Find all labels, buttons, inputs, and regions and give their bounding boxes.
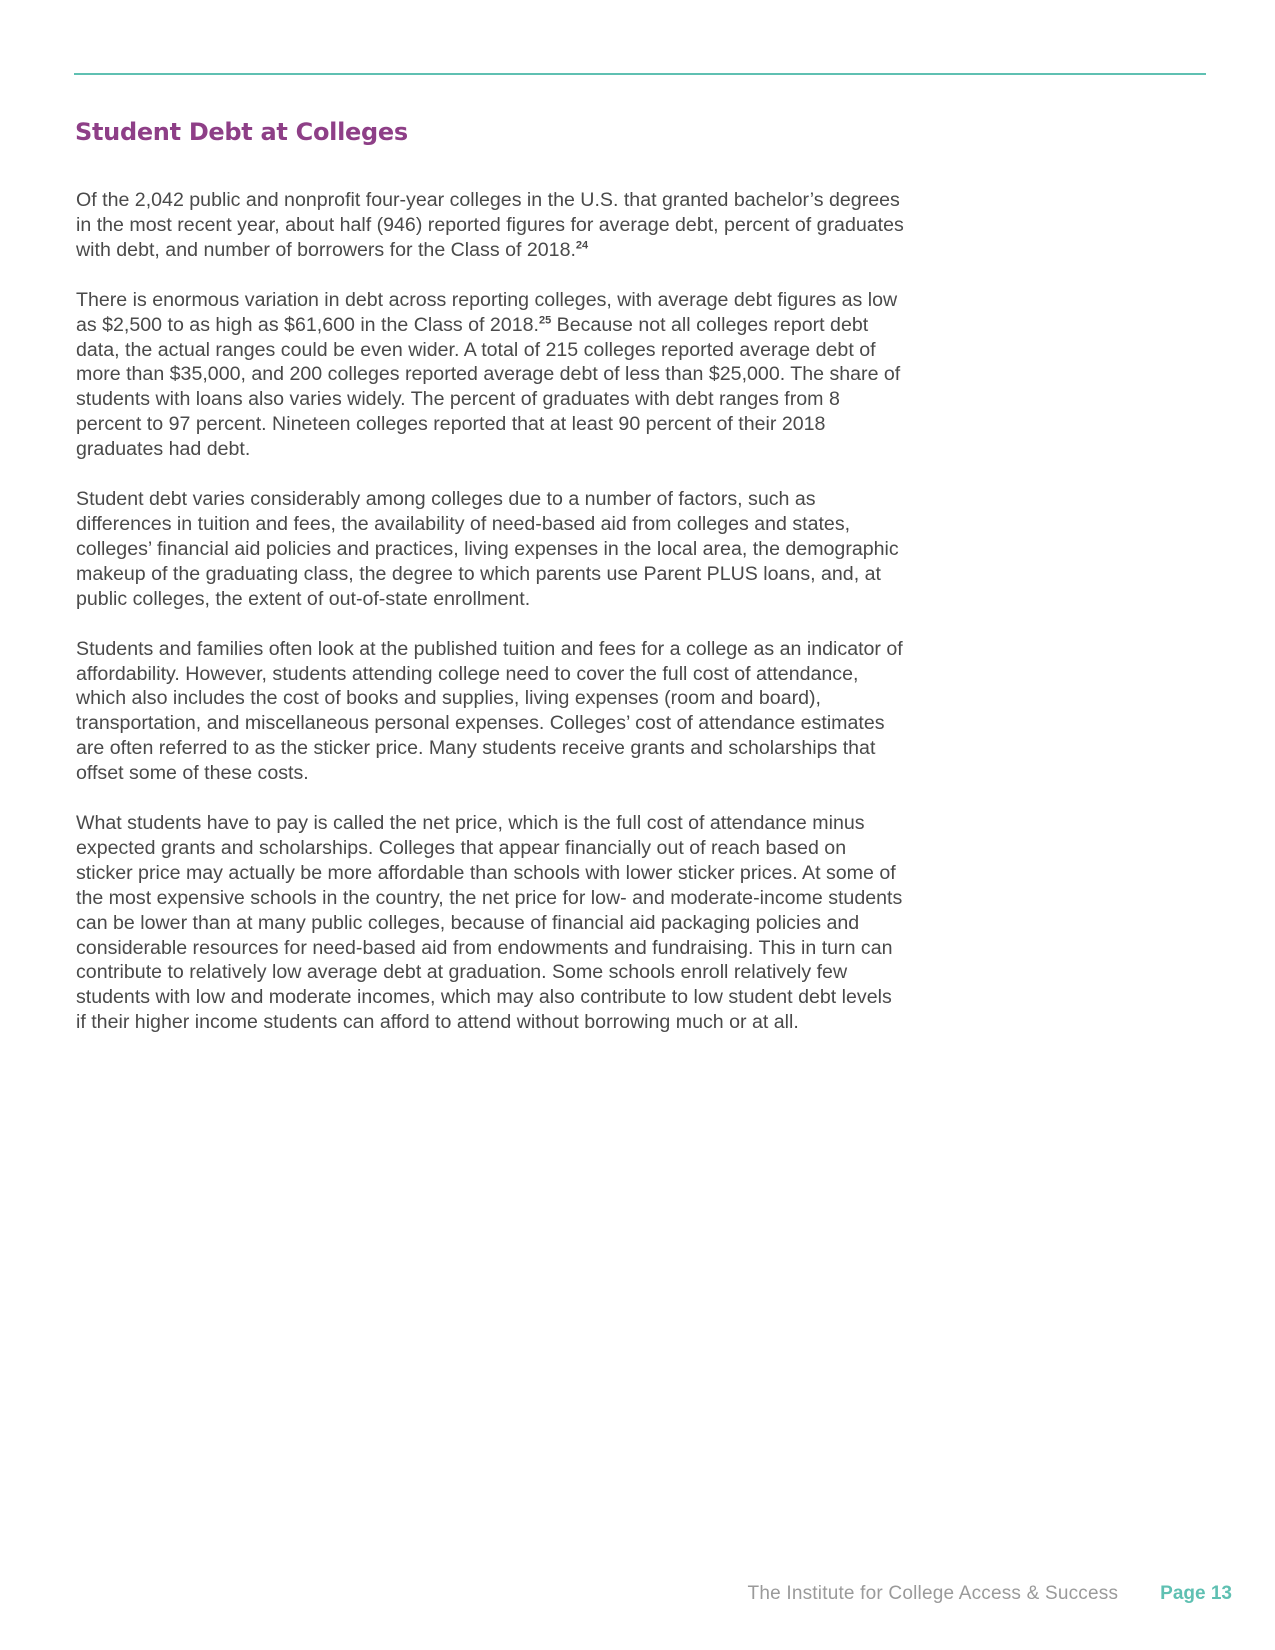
footer-organization: The Institute for College Access & Success — [747, 1583, 1119, 1604]
paragraph-2-text-a: There is enormous variation in debt across reporting colleges, with average debt figures as low as $2,500 to as high as $61,600 in the Class of 2018. — [76, 288, 898, 336]
page-number: Page 13 — [1160, 1583, 1232, 1604]
header-divider — [74, 73, 1206, 75]
paragraph-4: Students and families often look at the published tuition and fees for a college as an indicator of affordability. However, students attending college need to cover the full cost of attendance, which also includes the cost of books and supplies, living expenses (room and board), transportation, and miscellaneous personal expenses. Colleges’ cost of attendance estimates are often referred to as the sticker price. Many students receive grants and scholarships that offset some of these costs. — [76, 637, 903, 785]
paragraph-1-text: Of the 2,042 public and nonprofit four-year colleges in the U.S. that granted bachelor’s degrees in the most recent year, about half (946) reported figures for average debt, percent of graduates with debt, and number of borrowers for the Class of 2018. — [76, 189, 904, 261]
paragraph-5: What students have to pay is called the net price, which is the full cost of attendance minus expected grants and scholarships. Colleges that appear financially out of reach based on sticker price may actually be more affordable than schools with lower sticker prices. At some of the most expensive schools in the country, the net price for low- and moderate-income students can be lower than at many public colleges, because of financial aid packaging policies and considerable resources for need-based aid from endowments and fundraising. This in turn can contribute to relatively low average debt at graduation. Some schools enroll relatively few students with low and moderate incomes, which may also contribute to low student debt levels if their higher income students can afford to attend without borrowing much or at all. — [76, 812, 903, 1034]
paragraph-1 — [76, 188, 906, 263]
paragraph-2-text-b: Because not all colleges report debt data, the actual ranges could be even wider. A total of 215 colleges reported average debt of more than $35,000, and 200 colleges reported average debt of less than $25,000. The share of students with loans also varies widely. The percent of graduates with debt ranges from 8 percent to 97 percent. Nineteen colleges reported that at least 90 percent of their 2018 graduates had debt. — [76, 313, 901, 461]
page-title: Student Debt at Colleges — [75, 118, 408, 146]
footnote-ref-24[interactable]: 24 — [575, 239, 589, 252]
paragraph-2 — [76, 288, 906, 462]
paragraph-3: Student debt varies considerably among colleges due to a number of factors, such as differences in tuition and fees, the availability of need-based aid from colleges and states, colleges’ financial aid policies and practices, living expenses in the local area, the demographic makeup of the graduating class, the degree to which parents use Parent PLUS loans, and, at public colleges, the extent of out-of-state enrollment. — [76, 488, 899, 610]
body-text — [76, 188, 906, 1060]
footnote-ref-25[interactable]: 25 — [538, 314, 552, 327]
page-footer — [748, 1583, 1232, 1605]
